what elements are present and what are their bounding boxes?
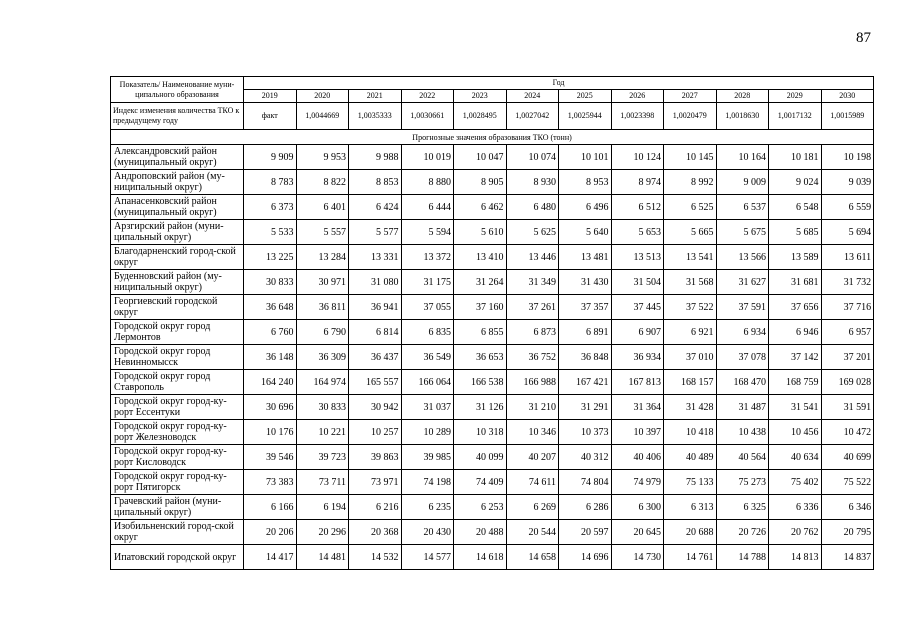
table-cell: 37 142 bbox=[769, 345, 822, 370]
table-cell: 6 325 bbox=[716, 495, 769, 520]
table-cell: 20 296 bbox=[296, 520, 349, 545]
table-cell: 10 181 bbox=[769, 145, 822, 170]
table-cell: 10 145 bbox=[664, 145, 717, 170]
table-cell: 9 988 bbox=[349, 145, 402, 170]
table-cell: 31 568 bbox=[664, 270, 717, 295]
table-cell: 8 905 bbox=[454, 170, 507, 195]
table-cell: 74 979 bbox=[611, 470, 664, 495]
table-cell: 9 953 bbox=[296, 145, 349, 170]
table-row bbox=[111, 270, 874, 295]
table-cell: 20 762 bbox=[769, 520, 822, 545]
index-value: 1,0025944 bbox=[559, 103, 612, 130]
table-cell: 13 513 bbox=[611, 245, 664, 270]
table-cell: 37 261 bbox=[506, 295, 559, 320]
table-cell: 6 462 bbox=[454, 195, 507, 220]
table-cell: 40 564 bbox=[716, 445, 769, 470]
table-cell: 74 409 bbox=[454, 470, 507, 495]
index-value: 1,0023398 bbox=[611, 103, 664, 130]
table-cell: 165 557 bbox=[349, 370, 402, 395]
table-cell: 6 946 bbox=[769, 320, 822, 345]
table-cell: 6 790 bbox=[296, 320, 349, 345]
table-cell: 9 009 bbox=[716, 170, 769, 195]
table-row bbox=[111, 470, 874, 495]
index-value: 1,0044669 bbox=[296, 103, 349, 130]
table-cell: 37 522 bbox=[664, 295, 717, 320]
table-row bbox=[111, 545, 874, 570]
table-cell: 5 625 bbox=[506, 220, 559, 245]
table-cell: 20 430 bbox=[401, 520, 454, 545]
table-cell: 36 648 bbox=[244, 295, 297, 320]
forecast-table bbox=[110, 76, 874, 570]
table-cell: 167 421 bbox=[559, 370, 612, 395]
table-cell: 31 627 bbox=[716, 270, 769, 295]
table-cell: 6 835 bbox=[401, 320, 454, 345]
table-cell: 37 078 bbox=[716, 345, 769, 370]
table-cell: 37 201 bbox=[821, 345, 874, 370]
table-cell: 31 291 bbox=[559, 395, 612, 420]
table-row bbox=[111, 420, 874, 445]
table-cell: 9 909 bbox=[244, 145, 297, 170]
table-cell: 6 401 bbox=[296, 195, 349, 220]
table-cell: 14 532 bbox=[349, 545, 402, 570]
table-cell: 31 080 bbox=[349, 270, 402, 295]
table-cell: 10 257 bbox=[349, 420, 402, 445]
table-cell: 164 974 bbox=[296, 370, 349, 395]
table-cell: 40 099 bbox=[454, 445, 507, 470]
table-cell: 14 658 bbox=[506, 545, 559, 570]
table-cell: 10 438 bbox=[716, 420, 769, 445]
table-cell: 5 610 bbox=[454, 220, 507, 245]
index-value: 1,0020479 bbox=[664, 103, 717, 130]
municipality-name: Андроповский район (му-ниципальный округ) bbox=[111, 170, 244, 195]
table-cell: 6 194 bbox=[296, 495, 349, 520]
table-cell: 74 804 bbox=[559, 470, 612, 495]
table-cell: 6 269 bbox=[506, 495, 559, 520]
table-cell: 8 822 bbox=[296, 170, 349, 195]
table-cell: 168 157 bbox=[664, 370, 717, 395]
table-cell: 6 235 bbox=[401, 495, 454, 520]
table-cell: 75 402 bbox=[769, 470, 822, 495]
table-cell: 166 988 bbox=[506, 370, 559, 395]
table-cell: 6 855 bbox=[454, 320, 507, 345]
table-row bbox=[111, 220, 874, 245]
index-value: 1,0035333 bbox=[349, 103, 402, 130]
table-cell: 37 160 bbox=[454, 295, 507, 320]
table-cell: 75 273 bbox=[716, 470, 769, 495]
table-row bbox=[111, 195, 874, 220]
table-cell: 8 853 bbox=[349, 170, 402, 195]
table-cell: 6 444 bbox=[401, 195, 454, 220]
table-cell: 73 383 bbox=[244, 470, 297, 495]
table-cell: 39 546 bbox=[244, 445, 297, 470]
table-cell: 31 364 bbox=[611, 395, 664, 420]
year-header: 2027 bbox=[664, 90, 717, 103]
table-cell: 36 653 bbox=[454, 345, 507, 370]
table-cell: 75 522 bbox=[821, 470, 874, 495]
table-cell: 8 953 bbox=[559, 170, 612, 195]
table-cell: 36 752 bbox=[506, 345, 559, 370]
table-cell: 40 207 bbox=[506, 445, 559, 470]
index-value: 1,0017132 bbox=[769, 103, 822, 130]
table-cell: 40 489 bbox=[664, 445, 717, 470]
municipality-name: Грачевский район (муни-ципальный округ) bbox=[111, 495, 244, 520]
year-header: 2029 bbox=[769, 90, 822, 103]
table-cell: 5 557 bbox=[296, 220, 349, 245]
index-label: Индекс изменения количества ТКО к предыдущему году bbox=[111, 103, 244, 130]
table-cell: 8 930 bbox=[506, 170, 559, 195]
table-cell: 14 788 bbox=[716, 545, 769, 570]
table-cell: 20 726 bbox=[716, 520, 769, 545]
table-cell: 168 759 bbox=[769, 370, 822, 395]
municipality-name: Городской округ город Невинномысск bbox=[111, 345, 244, 370]
table-cell: 10 164 bbox=[716, 145, 769, 170]
municipality-name: Александровский район (муниципальный округ) bbox=[111, 145, 244, 170]
page-number: 87 bbox=[856, 30, 871, 46]
table-cell: 30 942 bbox=[349, 395, 402, 420]
table-cell: 6 512 bbox=[611, 195, 664, 220]
table-cell: 20 688 bbox=[664, 520, 717, 545]
table-row bbox=[111, 245, 874, 270]
table-cell: 31 541 bbox=[769, 395, 822, 420]
table-cell: 14 761 bbox=[664, 545, 717, 570]
table-cell: 10 418 bbox=[664, 420, 717, 445]
table-cell: 10 074 bbox=[506, 145, 559, 170]
table-cell: 6 424 bbox=[349, 195, 402, 220]
municipality-name: Городской округ город Ставрополь bbox=[111, 370, 244, 395]
table-cell: 8 992 bbox=[664, 170, 717, 195]
table-cell: 13 611 bbox=[821, 245, 874, 270]
table-cell: 10 397 bbox=[611, 420, 664, 445]
table-cell: 13 541 bbox=[664, 245, 717, 270]
table-cell: 74 611 bbox=[506, 470, 559, 495]
table-cell: 31 264 bbox=[454, 270, 507, 295]
table-cell: 13 331 bbox=[349, 245, 402, 270]
table-cell: 6 957 bbox=[821, 320, 874, 345]
table-cell: 37 357 bbox=[559, 295, 612, 320]
table-cell: 37 055 bbox=[401, 295, 454, 320]
table-cell: 9 024 bbox=[769, 170, 822, 195]
municipality-name: Апанасенковский район (муниципальный округ) bbox=[111, 195, 244, 220]
table-cell: 5 594 bbox=[401, 220, 454, 245]
municipality-name: Буденновский район (му-ниципальный округ) bbox=[111, 270, 244, 295]
table-cell: 31 210 bbox=[506, 395, 559, 420]
table-cell: 36 848 bbox=[559, 345, 612, 370]
table-cell: 6 873 bbox=[506, 320, 559, 345]
table-cell: 20 795 bbox=[821, 520, 874, 545]
table-cell: 37 010 bbox=[664, 345, 717, 370]
table-cell: 166 064 bbox=[401, 370, 454, 395]
year-header: 2026 bbox=[611, 90, 664, 103]
table-cell: 30 833 bbox=[296, 395, 349, 420]
table-cell: 6 907 bbox=[611, 320, 664, 345]
year-header: 2028 bbox=[716, 90, 769, 103]
table-cell: 5 577 bbox=[349, 220, 402, 245]
table-row bbox=[111, 520, 874, 545]
table-cell: 6 480 bbox=[506, 195, 559, 220]
table-cell: 5 533 bbox=[244, 220, 297, 245]
table-cell: 31 349 bbox=[506, 270, 559, 295]
table-cell: 39 863 bbox=[349, 445, 402, 470]
table-cell: 10 176 bbox=[244, 420, 297, 445]
table-cell: 10 198 bbox=[821, 145, 874, 170]
table-row bbox=[111, 345, 874, 370]
municipality-name: Георгиевский городской округ bbox=[111, 295, 244, 320]
table-cell: 10 373 bbox=[559, 420, 612, 445]
year-group-header: Год bbox=[244, 77, 874, 90]
table-cell: 10 472 bbox=[821, 420, 874, 445]
table-cell: 13 410 bbox=[454, 245, 507, 270]
table-cell: 10 047 bbox=[454, 145, 507, 170]
table-cell: 30 971 bbox=[296, 270, 349, 295]
table-cell: 6 286 bbox=[559, 495, 612, 520]
corner-header: Показатель/ Наименование муни-ципального образования bbox=[111, 77, 244, 103]
municipality-name: Ипатовский городской округ bbox=[111, 545, 244, 570]
table-cell: 8 880 bbox=[401, 170, 454, 195]
table-row bbox=[111, 495, 874, 520]
table-cell: 169 028 bbox=[821, 370, 874, 395]
table-cell: 10 019 bbox=[401, 145, 454, 170]
index-value: 1,0018630 bbox=[716, 103, 769, 130]
index-value: 1,0027042 bbox=[506, 103, 559, 130]
table-cell: 6 300 bbox=[611, 495, 664, 520]
table-cell: 6 496 bbox=[559, 195, 612, 220]
table-cell: 20 544 bbox=[506, 520, 559, 545]
index-value: факт bbox=[244, 103, 297, 130]
table-cell: 37 445 bbox=[611, 295, 664, 320]
table-cell: 73 971 bbox=[349, 470, 402, 495]
municipality-name: Благодарненский город-ской округ bbox=[111, 245, 244, 270]
table-cell: 13 372 bbox=[401, 245, 454, 270]
table-cell: 31 430 bbox=[559, 270, 612, 295]
table-cell: 73 711 bbox=[296, 470, 349, 495]
table-cell: 6 525 bbox=[664, 195, 717, 220]
table-cell: 37 656 bbox=[769, 295, 822, 320]
table-cell: 74 198 bbox=[401, 470, 454, 495]
table-cell: 14 577 bbox=[401, 545, 454, 570]
year-header: 2030 bbox=[821, 90, 874, 103]
table-cell: 31 732 bbox=[821, 270, 874, 295]
table-cell: 36 309 bbox=[296, 345, 349, 370]
table-cell: 31 591 bbox=[821, 395, 874, 420]
table-cell: 13 589 bbox=[769, 245, 822, 270]
table-cell: 14 481 bbox=[296, 545, 349, 570]
table-row bbox=[111, 170, 874, 195]
table-cell: 14 837 bbox=[821, 545, 874, 570]
table-cell: 164 240 bbox=[244, 370, 297, 395]
table-cell: 37 716 bbox=[821, 295, 874, 320]
table-cell: 5 653 bbox=[611, 220, 664, 245]
table-cell: 6 537 bbox=[716, 195, 769, 220]
table-cell: 14 813 bbox=[769, 545, 822, 570]
year-header: 2025 bbox=[559, 90, 612, 103]
year-header: 2019 bbox=[244, 90, 297, 103]
table-row bbox=[111, 295, 874, 320]
table-cell: 20 206 bbox=[244, 520, 297, 545]
table-cell: 14 696 bbox=[559, 545, 612, 570]
table-cell: 31 037 bbox=[401, 395, 454, 420]
table-cell: 75 133 bbox=[664, 470, 717, 495]
table-cell: 10 289 bbox=[401, 420, 454, 445]
year-header: 2020 bbox=[296, 90, 349, 103]
table-cell: 13 566 bbox=[716, 245, 769, 270]
table-cell: 30 833 bbox=[244, 270, 297, 295]
table-cell: 9 039 bbox=[821, 170, 874, 195]
table-cell: 8 974 bbox=[611, 170, 664, 195]
table-cell: 40 406 bbox=[611, 445, 664, 470]
table-cell: 36 437 bbox=[349, 345, 402, 370]
table-cell: 31 126 bbox=[454, 395, 507, 420]
municipality-name: Городской округ город-ку-рорт Кисловодск bbox=[111, 445, 244, 470]
index-value: 1,0015989 bbox=[821, 103, 874, 130]
table-cell: 31 175 bbox=[401, 270, 454, 295]
table-cell: 20 368 bbox=[349, 520, 402, 545]
table-cell: 168 470 bbox=[716, 370, 769, 395]
table-cell: 5 685 bbox=[769, 220, 822, 245]
table-cell: 6 814 bbox=[349, 320, 402, 345]
table-cell: 14 618 bbox=[454, 545, 507, 570]
table-cell: 39 985 bbox=[401, 445, 454, 470]
table-row bbox=[111, 320, 874, 345]
municipality-name: Городской округ город Лермонтов bbox=[111, 320, 244, 345]
municipality-name: Арзгирский район (муни-ципальный округ) bbox=[111, 220, 244, 245]
table-cell: 8 783 bbox=[244, 170, 297, 195]
table-cell: 31 504 bbox=[611, 270, 664, 295]
table-cell: 40 312 bbox=[559, 445, 612, 470]
table-cell: 10 456 bbox=[769, 420, 822, 445]
table-cell: 6 373 bbox=[244, 195, 297, 220]
table-cell: 37 591 bbox=[716, 295, 769, 320]
table-cell: 6 336 bbox=[769, 495, 822, 520]
table-cell: 31 681 bbox=[769, 270, 822, 295]
index-row bbox=[111, 103, 874, 130]
table-row bbox=[111, 145, 874, 170]
table-cell: 20 645 bbox=[611, 520, 664, 545]
table-cell: 36 934 bbox=[611, 345, 664, 370]
year-header: 2024 bbox=[506, 90, 559, 103]
table-cell: 31 428 bbox=[664, 395, 717, 420]
year-header: 2023 bbox=[454, 90, 507, 103]
table-cell: 167 813 bbox=[611, 370, 664, 395]
header-row-group bbox=[111, 77, 874, 90]
table-row bbox=[111, 370, 874, 395]
table-row bbox=[111, 445, 874, 470]
table-cell: 36 148 bbox=[244, 345, 297, 370]
table-cell: 5 665 bbox=[664, 220, 717, 245]
municipality-name: Городской округ город-ку-рорт Железноводск bbox=[111, 420, 244, 445]
table-cell: 40 634 bbox=[769, 445, 822, 470]
section-label: Прогнозные значения образования ТКО (тонн) bbox=[111, 130, 874, 145]
table-cell: 31 487 bbox=[716, 395, 769, 420]
table-cell: 5 694 bbox=[821, 220, 874, 245]
table-cell: 10 124 bbox=[611, 145, 664, 170]
table-cell: 166 538 bbox=[454, 370, 507, 395]
table-cell: 10 221 bbox=[296, 420, 349, 445]
table-cell: 20 597 bbox=[559, 520, 612, 545]
table-cell: 13 284 bbox=[296, 245, 349, 270]
table-cell: 20 488 bbox=[454, 520, 507, 545]
table-cell: 5 675 bbox=[716, 220, 769, 245]
table-cell: 6 934 bbox=[716, 320, 769, 345]
table-cell: 6 216 bbox=[349, 495, 402, 520]
table-cell: 40 699 bbox=[821, 445, 874, 470]
table-cell: 39 723 bbox=[296, 445, 349, 470]
municipality-name: Изобильненский город-ской округ bbox=[111, 520, 244, 545]
table-cell: 10 318 bbox=[454, 420, 507, 445]
index-value: 1,0030661 bbox=[401, 103, 454, 130]
table-cell: 6 921 bbox=[664, 320, 717, 345]
year-header: 2022 bbox=[401, 90, 454, 103]
index-value: 1,0028495 bbox=[454, 103, 507, 130]
table-row bbox=[111, 395, 874, 420]
table-cell: 6 760 bbox=[244, 320, 297, 345]
table-cell: 14 730 bbox=[611, 545, 664, 570]
table-cell: 10 346 bbox=[506, 420, 559, 445]
table-cell: 14 417 bbox=[244, 545, 297, 570]
table-cell: 6 548 bbox=[769, 195, 822, 220]
section-row bbox=[111, 130, 874, 145]
municipality-name: Городской округ город-ку-рорт Пятигорск bbox=[111, 470, 244, 495]
table-cell: 6 166 bbox=[244, 495, 297, 520]
table-cell: 30 696 bbox=[244, 395, 297, 420]
table-cell: 13 446 bbox=[506, 245, 559, 270]
table-cell: 6 253 bbox=[454, 495, 507, 520]
table-cell: 5 640 bbox=[559, 220, 612, 245]
municipality-name: Городской округ город-ку-рорт Ессентуки bbox=[111, 395, 244, 420]
year-header: 2021 bbox=[349, 90, 402, 103]
table-cell: 10 101 bbox=[559, 145, 612, 170]
table-cell: 36 549 bbox=[401, 345, 454, 370]
table-cell: 6 346 bbox=[821, 495, 874, 520]
table-cell: 6 313 bbox=[664, 495, 717, 520]
table-cell: 13 225 bbox=[244, 245, 297, 270]
table-cell: 36 941 bbox=[349, 295, 402, 320]
table-cell: 13 481 bbox=[559, 245, 612, 270]
table-cell: 6 559 bbox=[821, 195, 874, 220]
table-cell: 6 891 bbox=[559, 320, 612, 345]
table-cell: 36 811 bbox=[296, 295, 349, 320]
